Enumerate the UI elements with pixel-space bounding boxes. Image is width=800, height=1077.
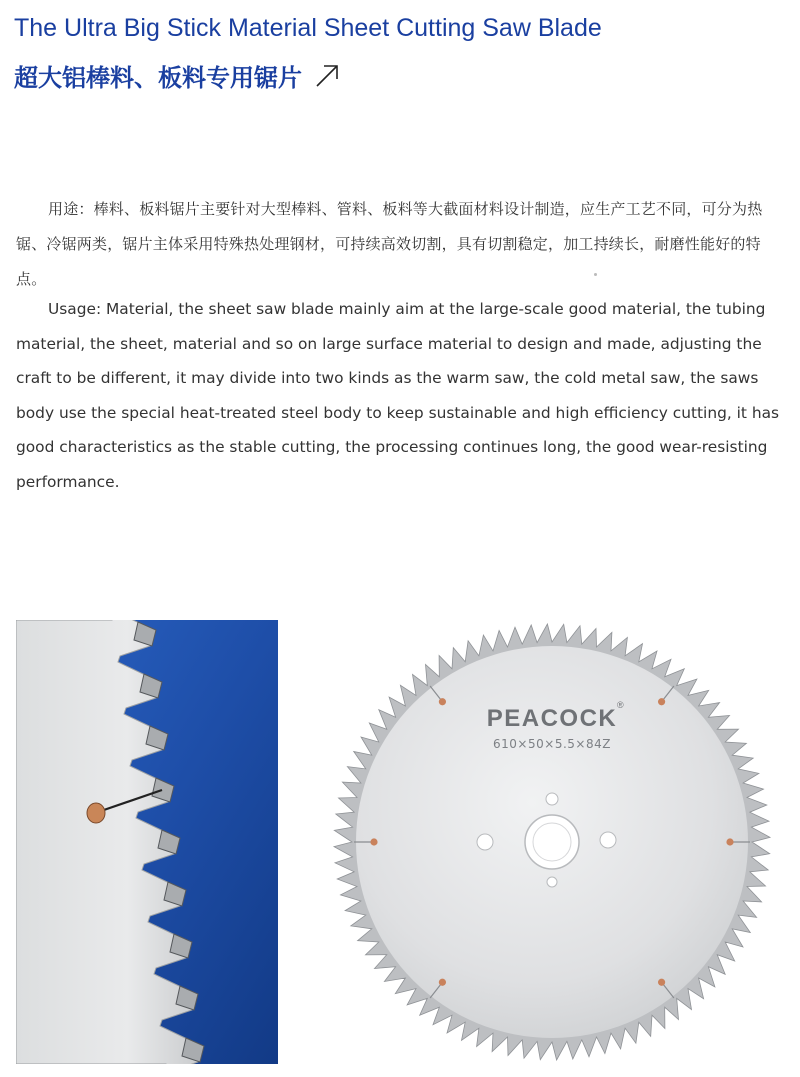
blade-teeth-closeup-photo [16, 620, 278, 1064]
page-title-en: The Ultra Big Stick Material Sheet Cutting Saw Blade [14, 14, 602, 42]
copper-rivet [726, 838, 733, 845]
brand-logo: PEACOCK [486, 705, 618, 732]
description-english: Usage: Material, the sheet saw blade mainly aim at the large-scale good material, the tubing material, the sheet, material and so on large surface material to design and made, adjusting the craft to be different, it may divide into two kinds as the warm saw, the cold metal saw, the saws body use the special heat-treated steel body to keep sustainable and high efficiency cutting, it has good characteristics as the stable cutting, the processing continues long, the good wear-resisting performance. [16, 300, 780, 491]
diagonal-arrow-icon[interactable] [314, 63, 340, 89]
registered-mark: ® [617, 700, 624, 710]
copper-rivet [439, 698, 446, 705]
description-chinese: 用途：棒料、板料锯片主要针对大型棒料、管料、板料等大截面材料设计制造，应生产工艺不同，可分为热锯、冷锯两类，锯片主体采用特殊热处理钢材，可持续高效切割，具有切割稳定，加工持续长，耐磨性能好的特点。 [16, 200, 763, 288]
copper-rivet [370, 838, 377, 845]
copper-rivet [439, 979, 446, 986]
page-title-cn-text: 超大铝棒料、板料专用锯片 [14, 65, 302, 92]
copper-rivet [658, 979, 665, 986]
saw-blade-photo [322, 610, 782, 1070]
stray-dot [594, 273, 597, 276]
copper-rivet [658, 698, 665, 705]
page-title-cn [14, 58, 340, 93]
blade-spec: 610×50×5.5×84Z [493, 737, 611, 751]
